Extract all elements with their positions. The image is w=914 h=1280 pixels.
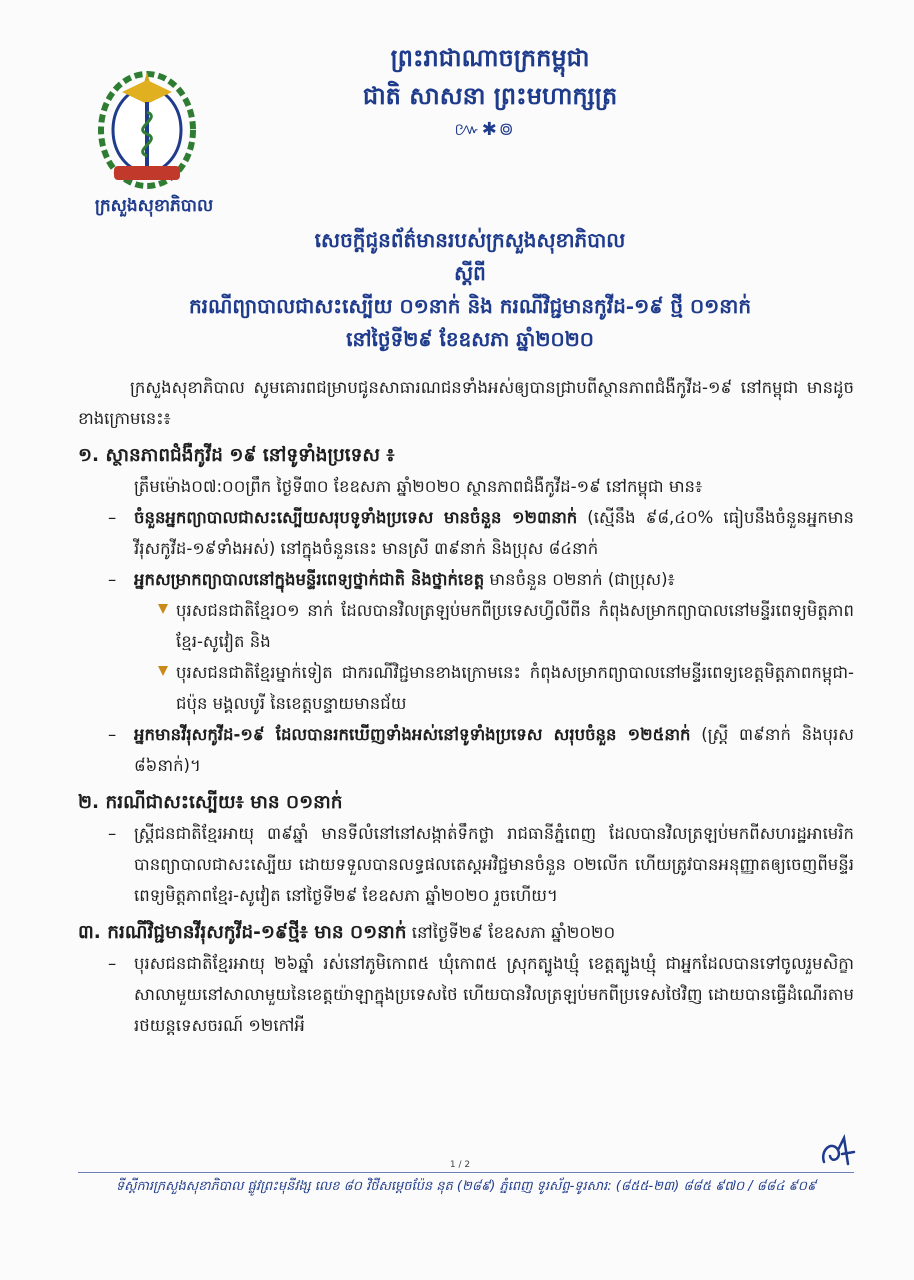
item-bold-text: អ្នកសម្រាកព្យាបាលនៅក្នុងមន្ទីរពេទ្យថ្នាក់ជាតិ និងថ្នាក់ខេត្ត [134,570,485,589]
title-line-2: ស្តីពី [454,261,486,285]
section-2-heading: ២. ករណីជាសះស្បើយ៖ មាន ០១នាក់ [78,792,343,813]
footer-address: ទីស្តីការក្រសួងសុខាភិបាល ផ្លូវព្រះមុនីវង្ស លេខ ៨០ វិថីសម្តេចប៉ែន នុត (២៨៩) ភ្នំពេញ ទូរស័ព្ទ-ទូរសារ: (៨៥៥-២៣) ៨៨៥ ៩៧០ / ៨៨៤ ៩០៩ [115,1179,817,1194]
page-number: 1 / 2 [449,1160,471,1170]
title-line-4: នៅថ្ងៃទី២៩ ខែឧសភា ឆ្នាំ២០២០ [346,327,594,351]
section-3-heading-date: នៅថ្ងៃទី២៩ ខែឧសភា ឆ្នាំ២០២០ [406,923,616,942]
footer-divider [78,1172,854,1173]
section-1-bullet-1 [78,595,854,657]
item-text: (ស្មើនឹង ៩៨,៤០% ធៀបនឹងចំនួនអ្នកមានវីរុសកូវីដ-១៩ទាំងអស់) នៅក្នុងចំនួននេះ មានស្រី ៣៩នាក់ និងប្រុស ៨៤នាក់ [134,508,854,558]
bullet-text: បុរសជនជាតិខ្មែរម្នាក់ទៀត ជាករណីវិជ្ជមានខាងក្រោមនេះ កំពុងសម្រាកព្យាបាលនៅមន្ទីរពេទ្យខេត្តមិត្តភាពកម្ពុជា-ជប៉ុន មង្គលបូរី នៃខេត្តបន្ទាយមានជ័យ [176,663,854,713]
signature-initial-icon [818,1132,858,1172]
item-text: ស្ត្រីជនជាតិខ្មែរអាយុ ៣៩ឆ្នាំ មានទីលំនៅនៅសង្កាត់ទឹកថ្លា រាជធានីភ្នំពេញ ដែលបានវិលត្រឡប់មកពីសហរដ្ឋអាមេរិក បានព្យាបាលជាសះស្បើយ ដោយទទួលបានលទ្ធផលតេស្តអវិជ្ជមានចំនួន ០២លើក ហើយត្រូវបានអនុញ្ញាតឲ្យចេញពីមន្ទីរពេទ្យមិត្តភាពខ្មែរ-សូវៀត នៅថ្ងៃទី២៩ ខែឧសភា ឆ្នាំ២០២០ រួចហើយ។ [134,824,854,905]
section-1-item-3 [78,719,854,781]
item-bold-text: អ្នកមានវីរុសកូវីដ-១៩ ដែលបានរកឃើញទាំងអស់នៅទូទាំងប្រទេស សរុបចំនួន ១២៥នាក់ [134,725,691,744]
section-1-bullet-2 [78,657,854,719]
section-2-item-1 [78,818,854,911]
dash-marker: – [108,508,117,527]
item-text: បុរសជនជាតិខ្មែរអាយុ ២៦ឆ្នាំ រស់នៅភូមិកោព៥ ឃុំកោព៥ ស្រុកត្បូងឃ្មុំ ខេត្តត្បូងឃ្មុំ ជាអ្នកដែលបានទៅចូលរួមសិក្ខាសាលាមួយនៅសាលាមួយនៃខេត្តយ៉ាឡាក្នុងប្រទេសថៃ ហើយបានវិលត្រឡប់មកពីប្រទេសថៃវិញ ដោយបានធ្វើដំណើរតាមរថយន្តទេសចរណ៍ ១២កៅអី [134,954,854,1035]
arrow-bullet-icon [158,604,168,614]
dash-marker: – [108,725,117,744]
title-line-1: សេចក្តីជូនព័ត៌មានរបស់ក្រសួងសុខាភិបាល [314,228,626,252]
item-text: មានចំនួន ០២នាក់ (ជាប្រុស)៖ [484,570,675,589]
arrow-bullet-icon [158,666,168,676]
ornament-divider: ៚✱៙ [454,119,516,140]
ministry-name-under-logo: ក្រសួងសុខាភិបាល [94,196,214,216]
kingdom-heading: ព្រះរាជាណាចក្រកម្ពុជា [390,43,590,72]
dash-marker: – [108,570,117,589]
intro-paragraph: ក្រសួងសុខាភិបាល សូមគោរពជម្រាបជូនសាធារណជនទាំងអស់ឲ្យបានជ្រាបពីស្ថានភាពជំងឺកូវីដ-១៩ នៅកម្ពុជា មានដូចខាងក្រោមនេះ៖ [78,378,854,428]
section-3-heading [78,917,854,948]
section-1-heading: ១. ស្ថានភាពជំងឺកូវីដ ១៩ នៅទូទាំងប្រទេស ៖ [78,445,395,466]
section-1-item-2 [78,564,854,595]
document-title [120,224,820,356]
national-motto: ជាតិ សាសនា ព្រះមហាក្សត្រ [362,81,618,110]
section-1-item-1 [78,502,854,564]
section-3-item-1 [78,948,854,1041]
section-3-heading-text: ៣. ករណីវិជ្ជមានវីរុសកូវីដ-១៩ថ្មី៖ មាន ០១នាក់ [78,922,407,943]
section-1-lead: ត្រឹមម៉ោង០៧:០០ព្រឹក ថ្ងៃទី៣០ ខែឧសភា ឆ្នាំ២០២០ ស្ថានភាពជំងឺកូវីដ-១៩ នៅកម្ពុជា មាន៖ [134,477,703,496]
dash-marker: – [108,824,117,843]
ministry-emblem-logo [82,58,212,193]
document-body [78,372,854,1041]
bullet-text: បុរសជនជាតិខ្មែរ០១ នាក់ ដែលបានវិលត្រឡប់មកពីប្រទេសហ្វីលីពីន កំពុងសម្រាកព្យាបាលនៅមន្ទីរពេទ្យមិត្តភាពខ្មែរ-សូវៀត និង [176,601,854,651]
item-text: (ស្ត្រី ៣៩នាក់ និងបុរស ៨៦នាក់)។ [134,725,854,775]
title-line-3: ករណីព្យាបាលជាសះស្បើយ ០១នាក់ និង ករណីវិជ្ជមានកូវីដ-១៩ ថ្មី ០១នាក់ [188,294,752,318]
dash-marker: – [108,954,117,973]
item-bold-text: ចំនួនអ្នកព្យាបាលជាសះស្បើយសរុបទូទាំងប្រទេស មានចំនួន ១២៣នាក់ [134,508,578,527]
